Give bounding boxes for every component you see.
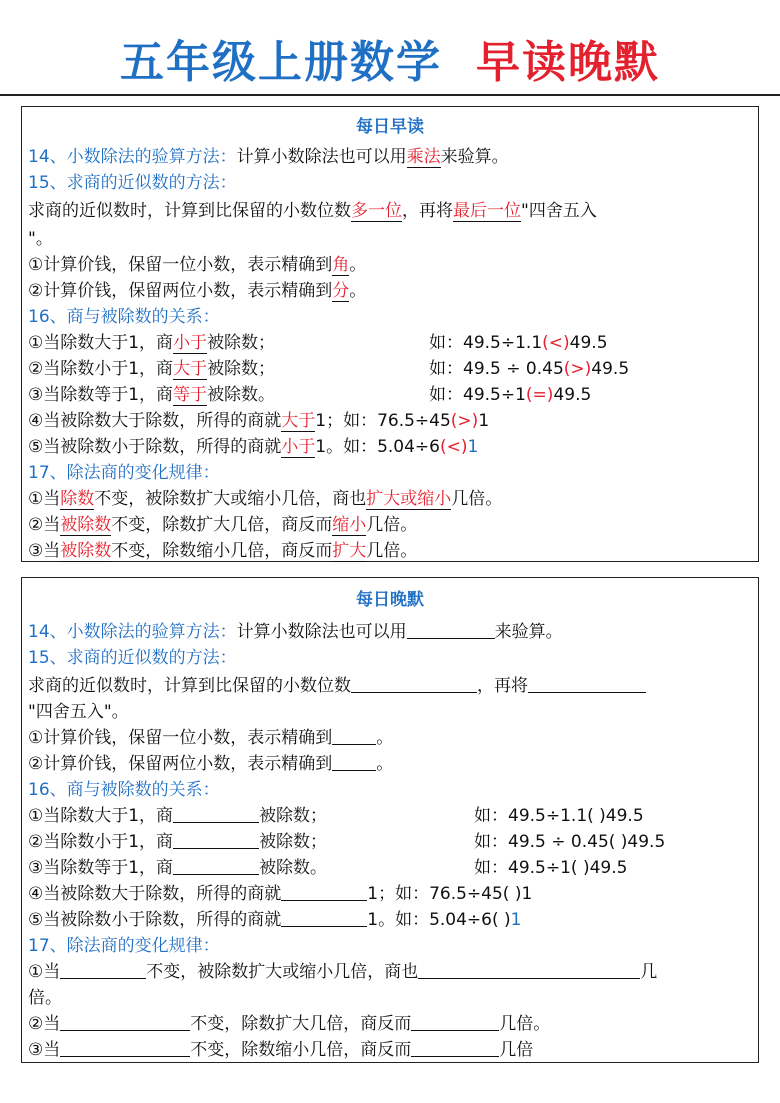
answer: (>) [563, 359, 592, 379]
text: 。 [376, 754, 394, 774]
text: ②当 [28, 515, 61, 535]
text: ②计算价钱，保留两位小数，表示精确到 [28, 281, 333, 301]
text: 49.5 [553, 385, 592, 405]
text: 几倍 [499, 1040, 534, 1060]
text: 49.5 [569, 333, 608, 353]
text: 1 [478, 411, 490, 431]
text: ③当除数等于1，商 [28, 858, 174, 878]
text: 不变，被除数扩大或缩小几倍，商也 [146, 962, 419, 982]
answer-blank[interactable] [60, 1012, 190, 1031]
page-header [0, 0, 780, 96]
section-heading: 17、除法商的变化规律： [28, 463, 220, 483]
text-line [28, 908, 521, 932]
text-line [28, 357, 275, 381]
text: 1 [467, 437, 479, 457]
section-heading: 17、除法商的变化规律： [28, 936, 220, 956]
text: 1。如：5.04÷6 [315, 437, 440, 457]
text: 如：49.5÷1 [429, 385, 526, 405]
text-line [28, 856, 327, 880]
answer: 最后一位 [453, 201, 521, 221]
text: ①当 [28, 962, 61, 982]
answer-blank[interactable] [411, 1012, 499, 1031]
text: 计算小数除法也可以用 [236, 147, 407, 167]
text-line [28, 487, 502, 511]
text: "四舍五入 [521, 201, 597, 221]
text: 被除数。 [259, 858, 328, 878]
text-line [28, 199, 597, 223]
answer-blank[interactable] [173, 856, 259, 875]
answer: 小于 [281, 437, 316, 457]
text: 被除数。 [207, 385, 276, 405]
text: 不变，除数扩大几倍，商反而 [190, 1014, 412, 1034]
answer: 缩小 [332, 515, 367, 535]
text-line [28, 726, 393, 750]
text: 不变，被除数扩大或缩小几倍，商也 [94, 489, 367, 509]
answer-blank[interactable] [411, 1038, 499, 1057]
morning-reading-box [21, 106, 759, 562]
example [429, 331, 608, 355]
text: ③当除数等于1，商 [28, 385, 174, 405]
title-main: 五年级上册数学 [120, 37, 442, 88]
text-line [28, 882, 532, 906]
text-line [28, 830, 327, 854]
answer: 乘法 [406, 147, 441, 167]
text-line: "。 [28, 229, 53, 249]
text: 来验算。 [440, 147, 509, 167]
box-title: 每日晚默 [356, 590, 424, 610]
answer: 分 [332, 281, 350, 301]
answer-blank[interactable] [173, 804, 259, 823]
text-line [28, 383, 275, 407]
text: ④当被除数大于除数，所得的商就 [28, 884, 282, 904]
text: 几倍。 [366, 541, 418, 561]
text: ①当除数大于1，商 [28, 333, 174, 353]
text-line [28, 253, 366, 277]
section-heading: 16、商与被除数的关系： [28, 780, 220, 800]
text-line [28, 539, 417, 563]
text-line [28, 1012, 550, 1036]
text: 如：49.5÷1.1 [429, 333, 543, 353]
box-title: 每日早读 [356, 117, 424, 137]
section-heading: 15、求商的近似数的方法： [28, 648, 237, 668]
text: ⑤当被除数小于除数，所得的商就 [28, 437, 282, 457]
text-line: 倍。 [28, 988, 62, 1008]
text: 1；如：76.5÷45 [315, 411, 451, 431]
example [429, 357, 629, 381]
answer: 被除数 [60, 541, 112, 561]
text: 。 [349, 255, 367, 275]
text: ②当除数小于1，商 [28, 832, 174, 852]
text: ，再将 [402, 201, 453, 221]
page-title [0, 26, 780, 90]
answer: 多一位 [351, 201, 402, 221]
text: 不变，除数缩小几倍，商反而 [190, 1040, 412, 1060]
text: ①当除数大于1，商 [28, 806, 174, 826]
text-line [28, 1038, 533, 1062]
text-line [28, 752, 393, 776]
title-sub: 早读晚默 [476, 37, 660, 88]
text: ，再将 [477, 676, 528, 696]
text: 求商的近似数时，计算到比保留的小数位数 [28, 201, 351, 221]
text: 来验算。 [494, 622, 563, 642]
answer-blank[interactable] [332, 726, 376, 745]
text: 被除数； [259, 832, 328, 852]
text: 。 [349, 281, 367, 301]
text: 计算小数除法也可以用 [236, 622, 407, 642]
text: 被除数； [259, 806, 328, 826]
evening-recite-box [21, 577, 759, 1063]
text-line [28, 409, 489, 433]
answer-blank[interactable] [332, 752, 376, 771]
text: 不变，除数缩小几倍，商反而 [111, 541, 333, 561]
example: 如：49.5÷1.1( )49.5 [474, 806, 644, 826]
text: 。 [376, 728, 394, 748]
text: 求商的近似数时，计算到比保留的小数位数 [28, 676, 351, 696]
text: 几倍。 [451, 489, 503, 509]
answer: 扩大或缩小 [366, 489, 452, 509]
text: ①计算价钱，保留一位小数，表示精确到 [28, 728, 333, 748]
text: ①计算价钱，保留一位小数，表示精确到 [28, 255, 333, 275]
answer-blank[interactable] [281, 882, 367, 901]
answer: 扩大 [332, 541, 367, 561]
answer: 角 [332, 255, 350, 275]
header-divider [0, 94, 780, 96]
text: 如：49.5 ÷ 0.45 [429, 359, 564, 379]
text: 49.5 [591, 359, 630, 379]
example: 如：49.5 ÷ 0.45( )49.5 [474, 832, 666, 852]
text: 被除数； [207, 333, 276, 353]
text-line [28, 279, 366, 303]
text-line [28, 804, 327, 828]
answer-blank[interactable] [173, 830, 259, 849]
text: 被除数； [207, 359, 276, 379]
section-heading: 15、求商的近似数的方法： [28, 173, 237, 193]
answer-blank[interactable] [528, 674, 646, 693]
section-heading: 16、商与被除数的关系： [28, 307, 220, 327]
answer: 小于 [173, 333, 208, 353]
answer: (>) [450, 411, 479, 431]
text: ②当除数小于1，商 [28, 359, 174, 379]
text: 1；如：76.5÷45( )1 [367, 884, 533, 904]
text: 几倍。 [499, 1014, 551, 1034]
answer: 除数 [60, 489, 95, 509]
answer-blank[interactable] [60, 1038, 190, 1057]
text: ⑤当被除数小于除数，所得的商就 [28, 910, 282, 930]
answer: 大于 [173, 359, 208, 379]
text: 几倍。 [366, 515, 418, 535]
section-heading [28, 620, 563, 644]
heading-text: 14、小数除法的验算方法： [28, 622, 237, 642]
text: ③当 [28, 541, 61, 561]
answer: (<) [439, 437, 468, 457]
text: ②计算价钱，保留两位小数，表示精确到 [28, 754, 333, 774]
text-line: "四舍五入"。 [28, 702, 129, 722]
text: 几 [640, 962, 658, 982]
answer-blank[interactable] [60, 960, 146, 979]
text: 1 [510, 910, 522, 930]
text-line [28, 331, 275, 355]
text: 1。如：5.04÷6( ) [367, 910, 511, 930]
answer: 被除数 [60, 515, 112, 535]
text-line [28, 513, 417, 537]
example [429, 383, 591, 407]
answer: 等于 [173, 385, 208, 405]
answer: 大于 [281, 411, 316, 431]
answer-blank[interactable] [407, 620, 495, 639]
answer-blank[interactable] [351, 674, 477, 693]
text-line [28, 435, 478, 459]
text: ③当 [28, 1040, 61, 1060]
heading-text: 14、小数除法的验算方法： [28, 147, 237, 167]
answer-blank[interactable] [281, 908, 367, 927]
answer: (=) [525, 385, 554, 405]
answer-blank[interactable] [418, 960, 640, 979]
text-line [28, 674, 646, 698]
text: ④当被除数大于除数，所得的商就 [28, 411, 282, 431]
text: 不变，除数扩大几倍，商反而 [111, 515, 333, 535]
text: ②当 [28, 1014, 61, 1034]
example: 如：49.5÷1( )49.5 [474, 858, 628, 878]
text: ①当 [28, 489, 61, 509]
text-line [28, 960, 657, 984]
answer: (<) [542, 333, 570, 353]
section-heading [28, 145, 509, 169]
